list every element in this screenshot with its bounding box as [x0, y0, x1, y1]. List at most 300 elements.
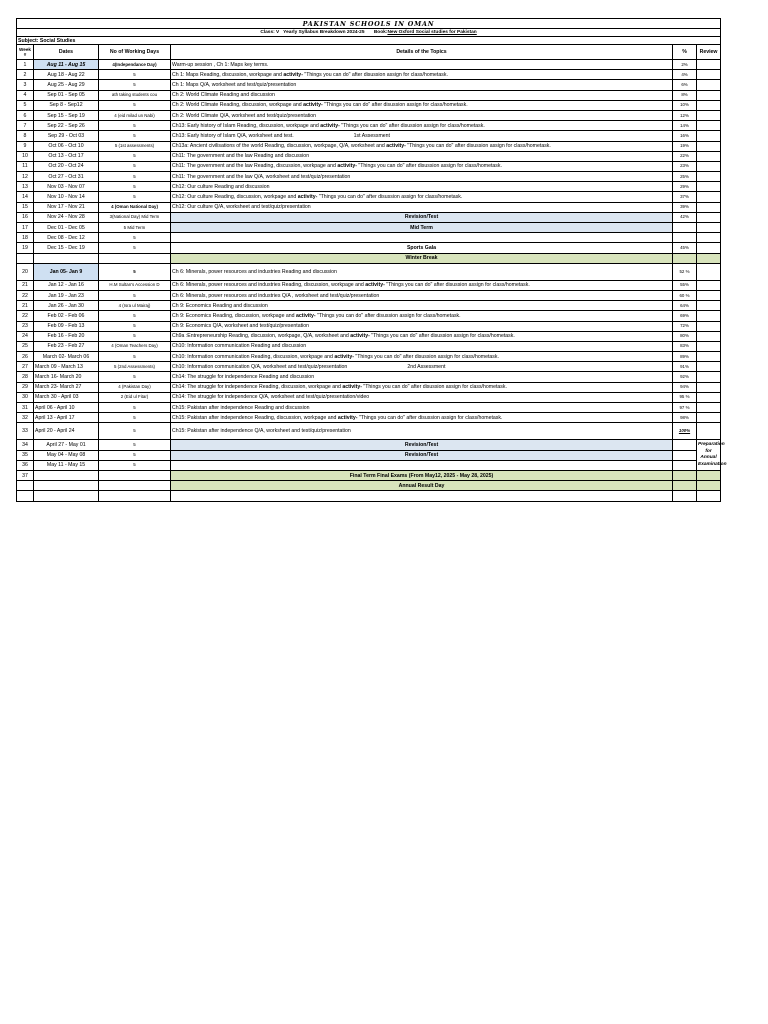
- percent-cell: 16%: [673, 131, 697, 141]
- topic-cell: Revision/Test: [171, 450, 673, 460]
- empty-cell: [34, 491, 99, 502]
- percent-cell: 95 %: [673, 392, 697, 402]
- dates-cell: Sep 8 - Sep12: [34, 100, 99, 110]
- review-cell: [697, 110, 721, 120]
- week-cell: 29: [17, 382, 34, 392]
- review-cell: [697, 263, 721, 280]
- dates-cell: Dec 15 - Dec 19: [34, 243, 99, 253]
- topic-cell: [171, 100, 673, 110]
- week-cell: 30: [17, 392, 34, 402]
- percent-cell: 23%: [673, 161, 697, 171]
- table-row: [17, 60, 721, 70]
- working-days-cell: H.M Sultan's Accession D: [99, 280, 171, 290]
- assessment-note: 1st Assessment: [353, 132, 390, 139]
- dates-cell: Oct 06 - Oct 10: [34, 141, 99, 151]
- topic-cell: [171, 341, 673, 351]
- topic-cell: [171, 362, 673, 372]
- week-cell: 22: [17, 311, 34, 321]
- table-row: [17, 121, 721, 131]
- table-row: [17, 80, 721, 90]
- table-row: [17, 423, 721, 440]
- percent-cell: [673, 481, 697, 491]
- week-cell: 1: [17, 60, 34, 70]
- topic-cell: [171, 403, 673, 413]
- topic-text: Ch 6: Minerals, power resources and industries Q/A , worksheet and test/quiz/presentation: [172, 292, 380, 299]
- dates-cell: May 11 - May 15: [34, 460, 99, 470]
- week-cell: [17, 481, 34, 491]
- table-row: [17, 460, 721, 470]
- working-days-cell: 5: [99, 70, 171, 80]
- subject-label: Subject: Social Studies: [17, 37, 721, 45]
- topic-text: Ch11: The government and the law Q/A, worksheet and test/quiz/presentation: [172, 173, 351, 180]
- table-row: [17, 233, 721, 243]
- working-days-cell: 5: [99, 100, 171, 110]
- review-cell: [697, 290, 721, 300]
- col-working-days: No of Working Days: [99, 45, 171, 60]
- dates-cell: Nov 24 - Nov 28: [34, 212, 99, 222]
- table-row: [17, 352, 721, 362]
- book-label: Book:: [373, 29, 388, 35]
- dates-cell: Sep 22 - Sep 26: [34, 121, 99, 131]
- working-days-cell: 5: [99, 290, 171, 300]
- topic-text: Ch15: Pakistan after independence Reading, discussion, workpage and activity- "Things you can do" after disussion assign for class/hometask.: [172, 414, 503, 421]
- topic-text: Ch15: Pakistan after independence Reading and discussion: [172, 404, 310, 411]
- percent-cell: 14%: [673, 121, 697, 131]
- table-row: [17, 450, 721, 460]
- working-days-cell: 5: [99, 151, 171, 161]
- dates-cell: Jan 05- Jan 9: [34, 263, 99, 280]
- working-days-cell: 5: [99, 233, 171, 243]
- week-cell: 2: [17, 70, 34, 80]
- topic-cell: [171, 352, 673, 362]
- table-row: [17, 70, 721, 80]
- working-days-cell: 5: [99, 80, 171, 90]
- week-cell: 34: [17, 440, 34, 450]
- book-title: New Oxford Social studies for Pakistan: [387, 29, 477, 35]
- topic-text: Ch11: The government and the law Reading, discussion, workpage and activity- "Things you can do" after disussion assign for class/hometask.: [172, 163, 502, 170]
- assessment-note: 2nd Assessment: [407, 363, 446, 370]
- percent-cell: [673, 253, 697, 263]
- topic-text: Ch 6: Minerals, power resources and industries Reading, discussion, workpage and activity- "Things you can do" after disussion assign for class/hometask.: [172, 282, 530, 289]
- week-cell: 10: [17, 151, 34, 161]
- working-days-cell: 5: [99, 131, 171, 141]
- topic-text: Ch 1: Maps Reading, discussion, workpage and activity- "Things you can do" after disussion assign for class/hometask.: [172, 71, 448, 78]
- topic-text: Ch9a :Entrepreneurship Reading, discussion, workpage, Q/A, worksheet and activity- "Things you can do" after disussion assign for class/hometask.: [172, 333, 515, 340]
- dates-cell: Feb 16 - Feb 20: [34, 331, 99, 341]
- review-cell: [697, 141, 721, 151]
- review-cell: [697, 212, 721, 222]
- topic-text: Ch15: Pakistan after independence Q/A, worksheet and test/quiz/presentation: [172, 428, 351, 435]
- working-days-cell: 3(National Day) Mid Term: [99, 212, 171, 222]
- dates-cell: March 23- March 27: [34, 382, 99, 392]
- working-days-cell: 5: [99, 413, 171, 423]
- table-row: [17, 311, 721, 321]
- table-row: [17, 290, 721, 300]
- empty-cell: [99, 491, 171, 502]
- review-cell: [697, 372, 721, 382]
- topic-cell: [171, 280, 673, 290]
- table-row: [17, 192, 721, 202]
- week-cell: 16: [17, 212, 34, 222]
- table-row: [17, 212, 721, 222]
- week-cell: 21: [17, 301, 34, 311]
- dates-cell: Feb 09 - Feb 13: [34, 321, 99, 331]
- topic-cell: [171, 290, 673, 300]
- topic-cell: Final Term Final Exams (From May12, 2025 - May 28, 2025): [171, 470, 673, 480]
- topic-cell: [171, 392, 673, 402]
- topic-cell: [171, 90, 673, 100]
- week-cell: 18: [17, 233, 34, 243]
- class-info: [17, 29, 721, 37]
- review-cell: [697, 470, 721, 480]
- review-cell: [697, 413, 721, 423]
- dates-cell: Oct 20 - Oct 24: [34, 161, 99, 171]
- topic-text: Ch13: Early history of Islam Reading, discussion, workpage and activity- "Things you can do" after disussion assign for class/hometask.: [172, 122, 485, 129]
- topic-text: Ch12: Our culture Q/A, worksheet and test/quiz/presentation: [172, 204, 311, 211]
- topic-cell: [171, 80, 673, 90]
- review-cell: [697, 233, 721, 243]
- review-cell: [697, 403, 721, 413]
- week-cell: 32: [17, 413, 34, 423]
- topic-cell: Revision/Test: [171, 212, 673, 222]
- week-cell: 12: [17, 172, 34, 182]
- review-cell: [697, 321, 721, 331]
- week-cell: 6: [17, 110, 34, 120]
- percent-cell: 60 %: [673, 290, 697, 300]
- review-cell: [697, 392, 721, 402]
- dates-cell: Sep 01 - Sep 05: [34, 90, 99, 100]
- table-row: [17, 131, 721, 141]
- empty-cell: [697, 491, 721, 502]
- empty-cell: [171, 491, 673, 502]
- dates-cell: Feb 23 - Feb 27: [34, 341, 99, 351]
- percent-cell: [673, 450, 697, 460]
- review-cell: [697, 352, 721, 362]
- topic-cell: [171, 321, 673, 331]
- working-days-cell: 5: [99, 450, 171, 460]
- week-cell: 27: [17, 362, 34, 372]
- week-cell: 13: [17, 182, 34, 192]
- working-days-cell: 5: [99, 243, 171, 253]
- table-row: [17, 161, 721, 171]
- week-cell: 11: [17, 161, 34, 171]
- working-days-cell: 5: [99, 331, 171, 341]
- percent-cell: 92%: [673, 372, 697, 382]
- percent-cell: 100%: [673, 423, 697, 440]
- working-days-cell: 5: [99, 352, 171, 362]
- col-week: Week #: [17, 45, 34, 60]
- topic-text: Ch 9: Economics Reading, discussion, workpage and activity- "Things you can do" after disussion assign for class/hometask.: [172, 312, 461, 319]
- dates-cell: [34, 253, 99, 263]
- topic-cell: [171, 460, 673, 470]
- percent-cell: 52 %: [673, 263, 697, 280]
- percent-cell: 69%: [673, 311, 697, 321]
- review-cell: [697, 172, 721, 182]
- working-days-cell: 5 (2nd Assessments): [99, 362, 171, 372]
- topic-text: Ch12: Our culture Reading, discussion, workpage and activity- "Things you can do" after disussion assign for class/hometask.: [172, 194, 463, 201]
- working-days-cell: 5: [99, 372, 171, 382]
- percent-cell: [673, 223, 697, 233]
- col-review: Review: [697, 45, 721, 60]
- topic-text: Ch13a: Ancient civilisations of the world Reading, discussion, workpage, Q/A, worksheet and activity- "Things you can do" after disussion assign for class/hometask.: [172, 143, 551, 150]
- working-days-cell: [99, 253, 171, 263]
- week-cell: 19: [17, 243, 34, 253]
- dates-cell: March 30 - April 03: [34, 392, 99, 402]
- topic-text: Ch10: Information communication Reading and discussion: [172, 343, 307, 350]
- percent-cell: 12%: [673, 110, 697, 120]
- table-row: [17, 100, 721, 110]
- week-cell: 14: [17, 192, 34, 202]
- working-days-cell: 5: [99, 460, 171, 470]
- percent-cell: 2%: [673, 60, 697, 70]
- percent-cell: 45%: [673, 243, 697, 253]
- table-row: [17, 182, 721, 192]
- working-days-cell: 4(Independance Day): [99, 60, 171, 70]
- topic-cell: [171, 121, 673, 131]
- working-days-cell: 5: [99, 403, 171, 413]
- week-cell: 23: [17, 321, 34, 331]
- topic-cell: [171, 331, 673, 341]
- week-cell: 8: [17, 131, 34, 141]
- week-cell: 26: [17, 352, 34, 362]
- dates-cell: Jan 19 - Jan 23: [34, 290, 99, 300]
- percent-cell: [673, 460, 697, 470]
- review-cell: [697, 341, 721, 351]
- breakdown-label: Yearly Syllabus Breakdown 2024-25: [283, 29, 365, 35]
- table-row: [17, 280, 721, 290]
- percent-cell: 98%: [673, 413, 697, 423]
- table-row: [17, 470, 721, 480]
- topic-cell: [171, 182, 673, 192]
- topic-cell: [171, 161, 673, 171]
- working-days-cell: [99, 481, 171, 491]
- table-row: [17, 253, 721, 263]
- working-days-cell: 5: [99, 311, 171, 321]
- topic-text: Ch10: Information communication Q/A, worksheet and test/quiz/presentation: [172, 363, 348, 370]
- week-cell: 37: [17, 470, 34, 480]
- table-row: [17, 172, 721, 182]
- dates-cell: Oct 27 - Oct 31: [34, 172, 99, 182]
- percent-cell: [673, 470, 697, 480]
- review-cell: [697, 80, 721, 90]
- table-row: [17, 392, 721, 402]
- table-row: [17, 110, 721, 120]
- percent-cell: [673, 440, 697, 450]
- working-days-cell: 5: [99, 423, 171, 440]
- working-days-cell: 5: [99, 172, 171, 182]
- dates-cell: Aug 18 - Aug 22: [34, 70, 99, 80]
- review-cell: [697, 131, 721, 141]
- working-days-cell: 5 Mid Term: [99, 223, 171, 233]
- week-cell: 36: [17, 460, 34, 470]
- review-cell: [697, 423, 721, 440]
- topic-text: Ch14: The struggle for independence Reading and discussion: [172, 374, 315, 381]
- percent-cell: 91%: [673, 362, 697, 372]
- table-row: [17, 413, 721, 423]
- topic-text: Ch 1: Maps Q/A, worksheet and test/quiz/presentation: [172, 81, 297, 88]
- percent-cell: 42%: [673, 212, 697, 222]
- week-cell: 5: [17, 100, 34, 110]
- topic-cell: [171, 172, 673, 182]
- dates-cell: Nov 17 - Nov 21: [34, 202, 99, 212]
- topic-text: Ch11: The government and the law Reading and discussion: [172, 153, 310, 160]
- week-cell: 35: [17, 450, 34, 460]
- review-cell: [697, 100, 721, 110]
- topic-text: Ch 9: Economics Reading and discussion: [172, 302, 268, 309]
- review-cell: [697, 60, 721, 70]
- topic-cell: [171, 110, 673, 120]
- working-days-cell: 4 (Isra ul Mairaj): [99, 301, 171, 311]
- week-cell: [17, 253, 34, 263]
- working-days-cell: 4 (Oman Teachers Day): [99, 341, 171, 351]
- percent-cell: 10%: [673, 100, 697, 110]
- dates-cell: April 13 - April 17: [34, 413, 99, 423]
- topic-cell: [171, 372, 673, 382]
- dates-cell: [34, 470, 99, 480]
- table-row: [17, 341, 721, 351]
- review-cell: [697, 331, 721, 341]
- review-cell: [697, 280, 721, 290]
- dates-cell: March 09 - March 13: [34, 362, 99, 372]
- dates-cell: Oct 13 - Oct 17: [34, 151, 99, 161]
- table-row: [17, 301, 721, 311]
- week-cell: 21: [17, 280, 34, 290]
- week-cell: 7: [17, 121, 34, 131]
- table-row: [17, 491, 721, 502]
- percent-cell: 19%: [673, 141, 697, 151]
- percent-cell: [673, 233, 697, 243]
- percent-cell: 8%: [673, 90, 697, 100]
- review-cell: [697, 301, 721, 311]
- percent-cell: 39%: [673, 202, 697, 212]
- dates-cell: [34, 481, 99, 491]
- table-row: [17, 440, 721, 450]
- topic-text: Ch13: Early history of Islam Q/A, worksheet and test.: [172, 132, 294, 139]
- percent-cell: 94%: [673, 382, 697, 392]
- working-days-cell: 5: [99, 440, 171, 450]
- working-days-cell: 5: [99, 263, 171, 280]
- topic-cell: [171, 311, 673, 321]
- topic-cell: [171, 60, 673, 70]
- dates-cell: Feb 02 - Feb 06: [34, 311, 99, 321]
- review-cell: [697, 192, 721, 202]
- percent-cell: 37%: [673, 192, 697, 202]
- working-days-cell: 4 (eid milad un Nabi): [99, 110, 171, 120]
- topic-cell: Winter Break: [171, 253, 673, 263]
- week-cell: 9: [17, 141, 34, 151]
- topic-text: Warm-up session , Ch 1: Maps key terms.: [172, 61, 269, 68]
- week-cell: 24: [17, 331, 34, 341]
- week-cell: 4: [17, 90, 34, 100]
- table-row: [17, 403, 721, 413]
- topic-text: Ch 2: World Climate Reading, discussion, workpage and activity- "Things you can do" after disussion assign for class/hometask.: [172, 102, 468, 109]
- review-cell: [697, 202, 721, 212]
- week-cell: 28: [17, 372, 34, 382]
- topic-text: Ch 6: Minerals, power resources and industries Reading and discussion: [172, 268, 337, 275]
- topic-cell: [171, 131, 673, 141]
- topic-text: Ch 9: Economics Q/A, worksheet and test/quiz/presentation: [172, 323, 309, 330]
- col-topics: Details of the Topics: [171, 45, 673, 60]
- review-cell: [697, 362, 721, 372]
- table-row: [17, 223, 721, 233]
- table-row: [17, 382, 721, 392]
- table-row: [17, 151, 721, 161]
- review-cell: [697, 382, 721, 392]
- dates-cell: Sep 29 - Oct 03: [34, 131, 99, 141]
- col-percent: %: [673, 45, 697, 60]
- dates-cell: April 20 - April 24: [34, 423, 99, 440]
- percent-cell: 22%: [673, 151, 697, 161]
- class-label: Class: V: [260, 29, 280, 35]
- topic-cell: Annual Result Day: [171, 481, 673, 491]
- topic-text: Ch12: Our culture Reading and discussion: [172, 183, 270, 190]
- topic-text: Ch14: The struggle for independence Reading, discussion, workpage and activity- "Things you can do" after disussion assign for class/hometask.: [172, 384, 507, 391]
- syllabus-sheet: [16, 18, 727, 502]
- percent-cell: 83%: [673, 341, 697, 351]
- table-row: [17, 372, 721, 382]
- working-days-cell: 2 (Eid ul Fitar): [99, 392, 171, 402]
- dates-cell: April 27 - May 01: [34, 440, 99, 450]
- working-days-cell: ath taking students cou: [99, 90, 171, 100]
- topic-cell: Mid Term: [171, 223, 673, 233]
- empty-cell: [17, 491, 34, 502]
- topic-cell: [171, 413, 673, 423]
- topic-cell: [171, 382, 673, 392]
- dates-cell: Jan 26 - Jan 30: [34, 301, 99, 311]
- working-days-cell: 5: [99, 121, 171, 131]
- percent-cell: 55%: [673, 280, 697, 290]
- topic-text: Ch14: The struggle for independence Q/A, worksheet and test/quiz/presentation/video: [172, 394, 370, 401]
- topic-text: Ch 2: World Climate Q/A, worksheet and test/quiz/presentation: [172, 112, 317, 119]
- percent-cell: 72%: [673, 321, 697, 331]
- topic-cell: [171, 233, 673, 243]
- week-cell: 22: [17, 290, 34, 300]
- week-cell: 17: [17, 223, 34, 233]
- percent-cell: 80%: [673, 331, 697, 341]
- topic-text: Ch10: Information communication Reading, discussion, workpage and activity- "Things you can do" after disussion assign for class/hometask.: [172, 353, 499, 360]
- week-cell: 31: [17, 403, 34, 413]
- percent-cell: 29%: [673, 182, 697, 192]
- review-cell: [697, 161, 721, 171]
- working-days-cell: 4 (Oman National Day): [99, 202, 171, 212]
- table-row: [17, 202, 721, 212]
- dates-cell: Jan 12 - Jan 16: [34, 280, 99, 290]
- topic-cell: [171, 192, 673, 202]
- week-cell: 33: [17, 423, 34, 440]
- prep-note: Preparation for Annual Examination: [697, 440, 721, 471]
- table-row: [17, 90, 721, 100]
- working-days-cell: 5 (1st assessments): [99, 141, 171, 151]
- topic-cell: [171, 70, 673, 80]
- dates-cell: March 02- March 06: [34, 352, 99, 362]
- table-row: [17, 362, 721, 372]
- topic-cell: Sports Gala: [171, 243, 673, 253]
- working-days-cell: 5: [99, 182, 171, 192]
- dates-cell: Aug 25 - Aug 29: [34, 80, 99, 90]
- percent-cell: 64%: [673, 301, 697, 311]
- dates-cell: April 06 - April 10: [34, 403, 99, 413]
- percent-cell: 4%: [673, 70, 697, 80]
- dates-cell: Nov 10 - Nov 14: [34, 192, 99, 202]
- dates-cell: Dec 01 - Dec 05: [34, 223, 99, 233]
- review-cell: [697, 70, 721, 80]
- review-cell: [697, 90, 721, 100]
- working-days-cell: 4 (Pakistan Day): [99, 382, 171, 392]
- syllabus-table: [16, 18, 727, 502]
- empty-cell: [673, 491, 697, 502]
- table-row: [17, 321, 721, 331]
- table-row: [17, 331, 721, 341]
